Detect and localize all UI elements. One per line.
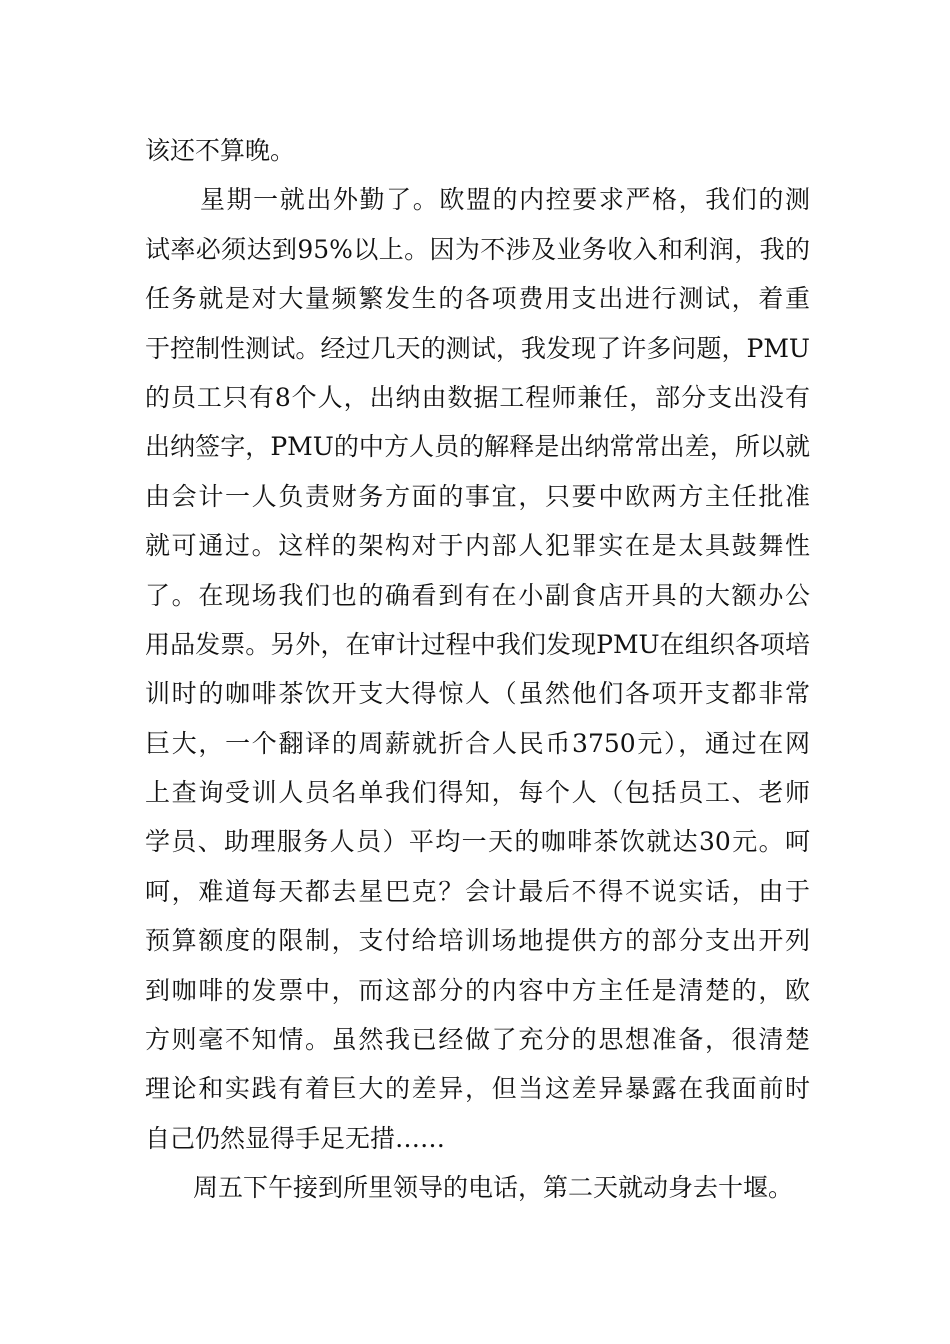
text-line: 上查询受训人员名单我们得知，每个人（包括员工、老师 xyxy=(145,778,810,808)
paragraph-first-line: 星期一就出外勤了。欧盟的内控要求严格，我们的测 xyxy=(200,185,810,215)
text-line: 预算额度的限制，支付给培训场地提供方的部分支出开列 xyxy=(145,926,810,956)
document-body xyxy=(145,126,810,1213)
text-line: 试率必须达到95%以上。因为不涉及业务收入和利润，我的 xyxy=(145,234,810,264)
text-line: 就可通过。这样的架构对于内部人犯罪实在是太具鼓舞性 xyxy=(145,531,810,561)
text-line: 学员、助理服务人员）平均一天的咖啡茶饮就达30元。呵 xyxy=(145,827,810,857)
text-line: 由会计一人负责财务方面的事宜，只要中欧两方主任批准 xyxy=(145,481,810,511)
text-line: 任务就是对大量频繁发生的各项费用支出进行测试，着重 xyxy=(145,284,810,314)
text-line: 的员工只有8个人，出纳由数据工程师兼任，部分支出没有 xyxy=(145,382,810,412)
text-line: 呵，难道每天都去星巴克？会计最后不得不说实话，由于 xyxy=(145,876,810,906)
text-line: 自己仍然显得手足无措…… xyxy=(145,1123,446,1153)
text-line: 到咖啡的发票中，而这部分的内容中方主任是清楚的，欧 xyxy=(145,975,810,1005)
text-line: 训时的咖啡茶饮开支大得惊人（虽然他们各项开支都非常 xyxy=(145,679,810,709)
paragraph-first-line: 周五下午接到所里领导的电话，第二天就动身去十堰。 xyxy=(193,1173,794,1203)
text-line: 出纳签字，PMU的中方人员的解释是出纳常常出差，所以就 xyxy=(145,432,810,462)
text-line: 理论和实践有着巨大的差异，但当这差异暴露在我面前时 xyxy=(145,1074,810,1104)
text-line: 于控制性测试。经过几天的测试，我发现了许多问题，PMU xyxy=(145,333,810,363)
text-line: 巨大，一个翻译的周薪就折合人民币3750元），通过在网 xyxy=(145,728,810,758)
text-line: 方则毫不知情。虽然我已经做了充分的思想准备，很清楚 xyxy=(145,1025,810,1055)
text-line: 了。在现场我们也的确看到有在小副食店开具的大额办公 xyxy=(145,580,810,610)
text-line: 用品发票。另外，在审计过程中我们发现PMU在组织各项培 xyxy=(145,629,810,659)
text-line: 该还不算晚。 xyxy=(145,136,296,165)
